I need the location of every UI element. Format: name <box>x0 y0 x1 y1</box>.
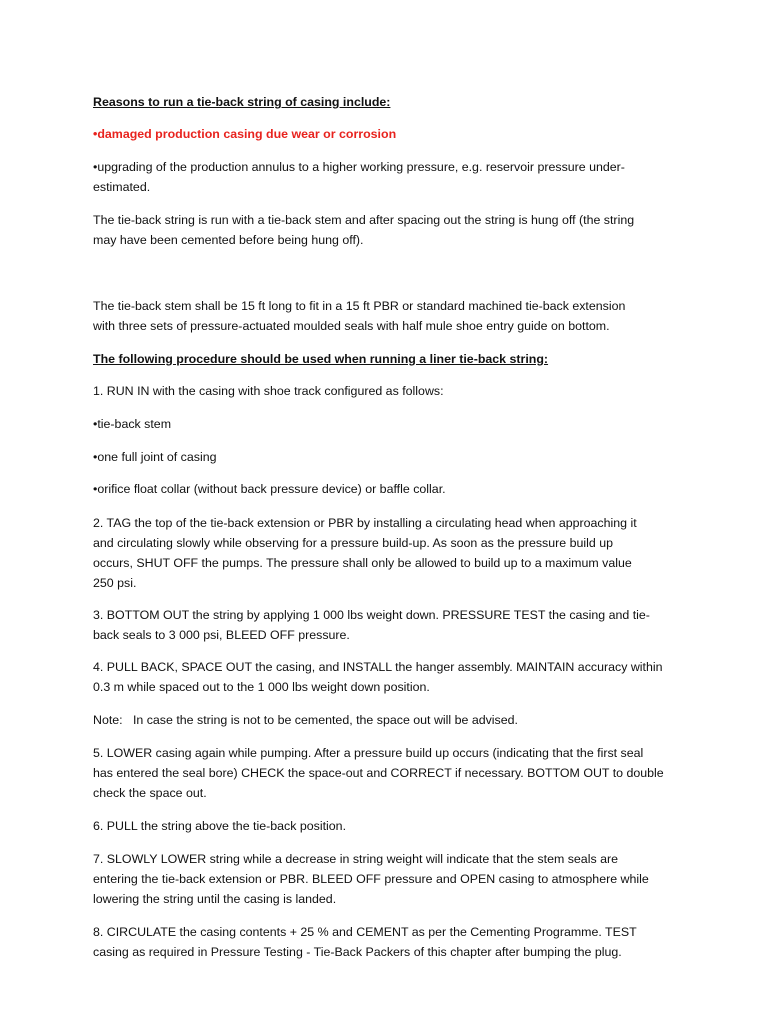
bullet-upgrading-line-2: estimated. <box>93 180 151 194</box>
step-5-line: check the space out. <box>93 786 207 800</box>
step-2-line: occurs, SHUT OFF the pumps. The pressure shall only be allowed to build up to a maximum value <box>93 556 632 570</box>
bullet-upgrading <box>93 157 683 197</box>
step-4-line: 0.3 m while spaced out to the 1 000 lbs weight down position. <box>93 680 430 694</box>
para-stem-line-2: with three sets of pressure-actuated moulded seals with half mule shoe entry guide on bottom. <box>93 319 610 333</box>
para-stem <box>93 296 683 336</box>
step-8 <box>93 922 683 962</box>
step-2-line: and circulating slowly while observing for a pressure build-up. As soon as the pressure build up <box>93 536 614 550</box>
step-5-line: 5. LOWER casing again while pumping. After a pressure build up occurs (indicating that the first seal <box>93 746 644 760</box>
step-7-line: lowering the string until the casing is landed. <box>93 892 337 906</box>
step-4 <box>93 657 683 697</box>
para-tieback-run-line-1: The tie-back string is run with a tie-back stem and after spacing out the string is hung off (the string <box>93 213 635 227</box>
step-3-line: 3. BOTTOM OUT the string by applying 1 000 lbs weight down. PRESSURE TEST the casing and tie- <box>93 608 650 622</box>
step-2-line: 2. TAG the top of the tie-back extension or PBR by installing a circulating head when approaching it <box>93 516 637 530</box>
bullet-upgrading-line-1: •upgrading of the production annulus to a higher working pressure, e.g. reservoir pressure under- <box>93 160 625 174</box>
step-5-line: has entered the seal bore) CHECK the space-out and CORRECT if necessary. BOTTOM OUT to double <box>93 766 664 780</box>
procedure-heading: The following procedure should be used when running a liner tie-back string: <box>93 352 549 366</box>
step-6: 6. PULL the string above the tie-back position. <box>93 819 347 833</box>
step-8-line: 8. CIRCULATE the casing contents + 25 % and CEMENT as per the Cementing Programme. TEST <box>93 925 637 939</box>
step-7-line: 7. SLOWLY LOWER string while a decrease in string weight will indicate that the stem seals are <box>93 852 618 866</box>
para-tieback-run <box>93 210 683 250</box>
bullet-damaged-casing: •damaged production casing due wear or corrosion <box>93 127 397 141</box>
reasons-heading: Reasons to run a tie-back string of casing include: <box>93 95 391 109</box>
note: Note: In case the string is not to be cemented, the space out will be advised. <box>93 713 518 727</box>
para-stem-line-1: The tie-back stem shall be 15 ft long to fit in a 15 ft PBR or standard machined tie-back extension <box>93 299 626 313</box>
step-2 <box>93 513 683 593</box>
step-7 <box>93 849 683 909</box>
step-1-item: •orifice float collar (without back pressure device) or baffle collar. <box>93 482 446 496</box>
step-4-line: 4. PULL BACK, SPACE OUT the casing, and INSTALL the hanger assembly. MAINTAIN accuracy within <box>93 660 663 674</box>
step-7-line: entering the tie-back extension or PBR. BLEED OFF pressure and OPEN casing to atmosphere while <box>93 872 649 886</box>
step-3-line: back seals to 3 000 psi, BLEED OFF pressure. <box>93 628 350 642</box>
step-8-line: casing as required in Pressure Testing - Tie-Back Packers of this chapter after bumping the plug. <box>93 945 622 959</box>
step-1: 1. RUN IN with the casing with shoe track configured as follows: <box>93 384 444 398</box>
step-5 <box>93 743 683 803</box>
para-tieback-run-line-2: may have been cemented before being hung off). <box>93 233 364 247</box>
step-3 <box>93 605 683 645</box>
step-2-line: 250 psi. <box>93 576 137 590</box>
step-1-item: •one full joint of casing <box>93 450 217 464</box>
step-1-item: •tie-back stem <box>93 417 172 431</box>
